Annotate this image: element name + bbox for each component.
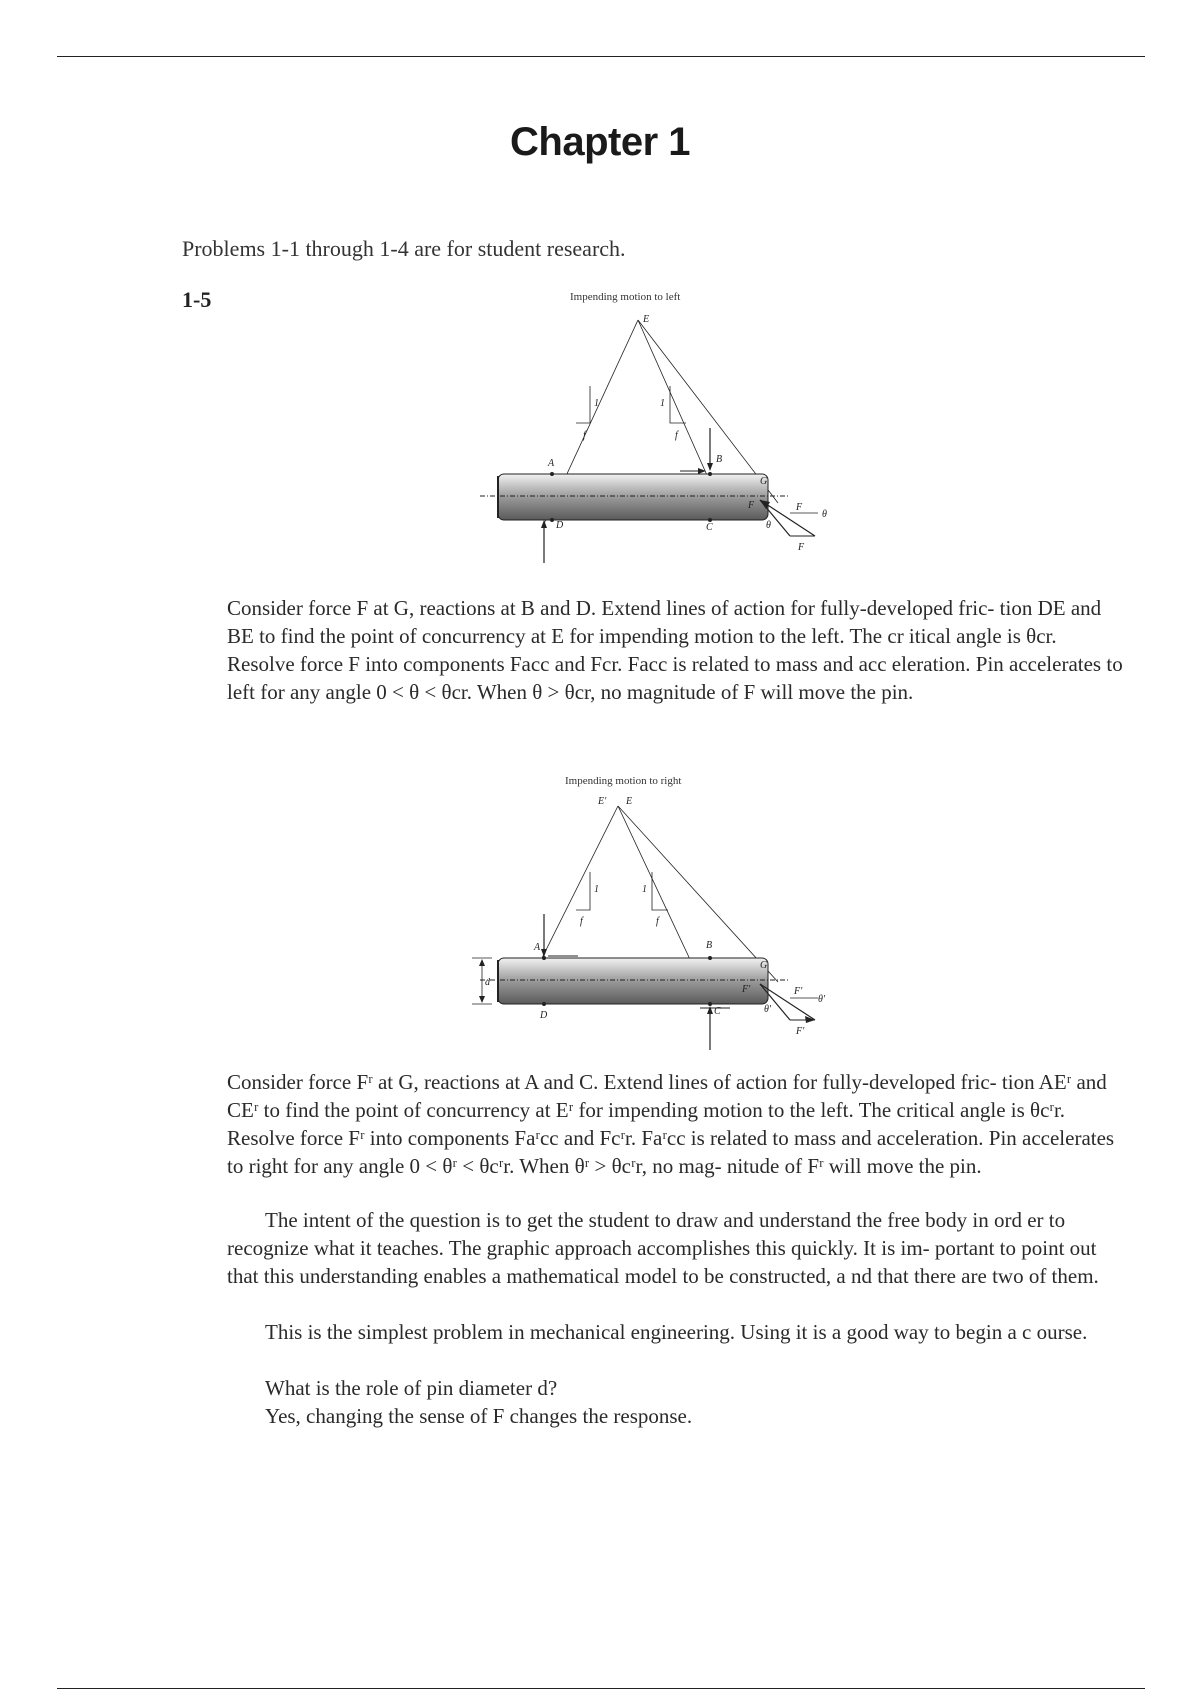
intro-text: Problems 1-1 through 1-4 are for student research. (182, 236, 626, 261)
fig-right-label-Fcr: F' (742, 984, 751, 995)
fig-left-label-C: C (706, 522, 713, 533)
fig-right-label-fb: f (656, 916, 659, 927)
fig-left-label-Facc: F (798, 542, 805, 553)
fig-right-label-B: B (706, 940, 713, 951)
fig-left-label-theta: θ (822, 509, 827, 520)
fig-left-label-A: A (548, 458, 555, 469)
top-rule (57, 56, 1145, 57)
fig-left-label-1b: 1 (660, 398, 665, 409)
fig-left-label-1a: 1 (594, 398, 599, 409)
fig-right-label-C: C (714, 1006, 721, 1017)
fig-right-label-E: E (626, 796, 633, 807)
chapter-title: Chapter 1 (510, 120, 690, 164)
figure-impending-left (460, 288, 850, 578)
paragraph-2: Consider force Fʳ at G, reactions at A and C. Extend lines of action for fully-developed fric- tion AEʳ and CEʳ to find the point of concurrency at Eʳ for impending motion to the left. The critical angle is θcʳr. Resolve force Fʳ into components Faʳcc and Fcʳr. Faʳcc is related to mass and acceleration. Pin accelerates to right for any angle 0 < θʳ < θcʳr. When θʳ > θcʳr, no mag- nitude of Fʳ will move the pin. (227, 1070, 1115, 1178)
paragraph-5: What is the role of pin diameter d? (265, 1376, 558, 1400)
paragraph-1: Consider force F at G, reactions at B and D. Extend lines of action for fully-developed fric- tion DE and BE to find the point of concurrency at E for impending motion to the left. The cr itical angle is θcr. Resolve force F into components Facc and Fcr. Facc is related to mass and acc eleration. Pin accelerates to left for any angle 0 < θ < θcr. When θ > θcr, no magnitude of F will move the pin. (227, 596, 1123, 704)
fig-right-label-thetaprime: θ' (818, 994, 826, 1005)
paragraph-3: The intent of the question is to get the student to draw and understand the free body in ord er to recognize what it teaches. The graphic approach accomplishes this quickly. It is im- portant to point out that this understanding enables a mathematical model to be constructed, a nd that there are two of them. (227, 1208, 1099, 1288)
fig-right-label-Facc: F' (796, 1026, 805, 1037)
fig-left-label-B: B (716, 454, 723, 465)
fig-left-label-Fcr: F (748, 500, 755, 511)
fig-right-label-1b: 1 (642, 884, 647, 895)
fig-right-label-Eprime: E' (598, 796, 607, 807)
fig-right-label-thetacr: θ' (764, 1004, 772, 1015)
problem-number: 1-5 (182, 287, 212, 312)
fig-right-label-D: D (540, 1010, 548, 1021)
fig-right-label-d: d (485, 977, 490, 988)
fig-left-label-fa: f (583, 430, 586, 441)
fig-right-label-fa: f (580, 916, 583, 927)
fig-left-label-D: D (556, 520, 564, 531)
paragraph-6: Yes, changing the sense of F changes the response. (265, 1404, 693, 1428)
fig-right-label-1a: 1 (594, 884, 599, 895)
paragraph-4: This is the simplest problem in mechanical engineering. Using it is a good way to begin a c ourse. (265, 1320, 1088, 1344)
figure-impending-right (460, 772, 850, 1052)
fig-left-label-G: G (760, 476, 768, 487)
fig-left-label-fb: f (675, 430, 678, 441)
fig-right-label-G: G (760, 960, 768, 971)
fig-left-label-E: E (643, 314, 650, 325)
fig-left-label-F: F (796, 502, 803, 513)
fig-right-label-A: A (534, 942, 541, 953)
fig-right-label-Fprime: F' (794, 986, 803, 997)
figure-right-caption: Impending motion to right (565, 775, 682, 787)
bottom-rule (57, 1688, 1145, 1689)
fig-left-label-thetacr: θ (766, 520, 771, 531)
figure-left-caption: Impending motion to left (570, 291, 681, 303)
